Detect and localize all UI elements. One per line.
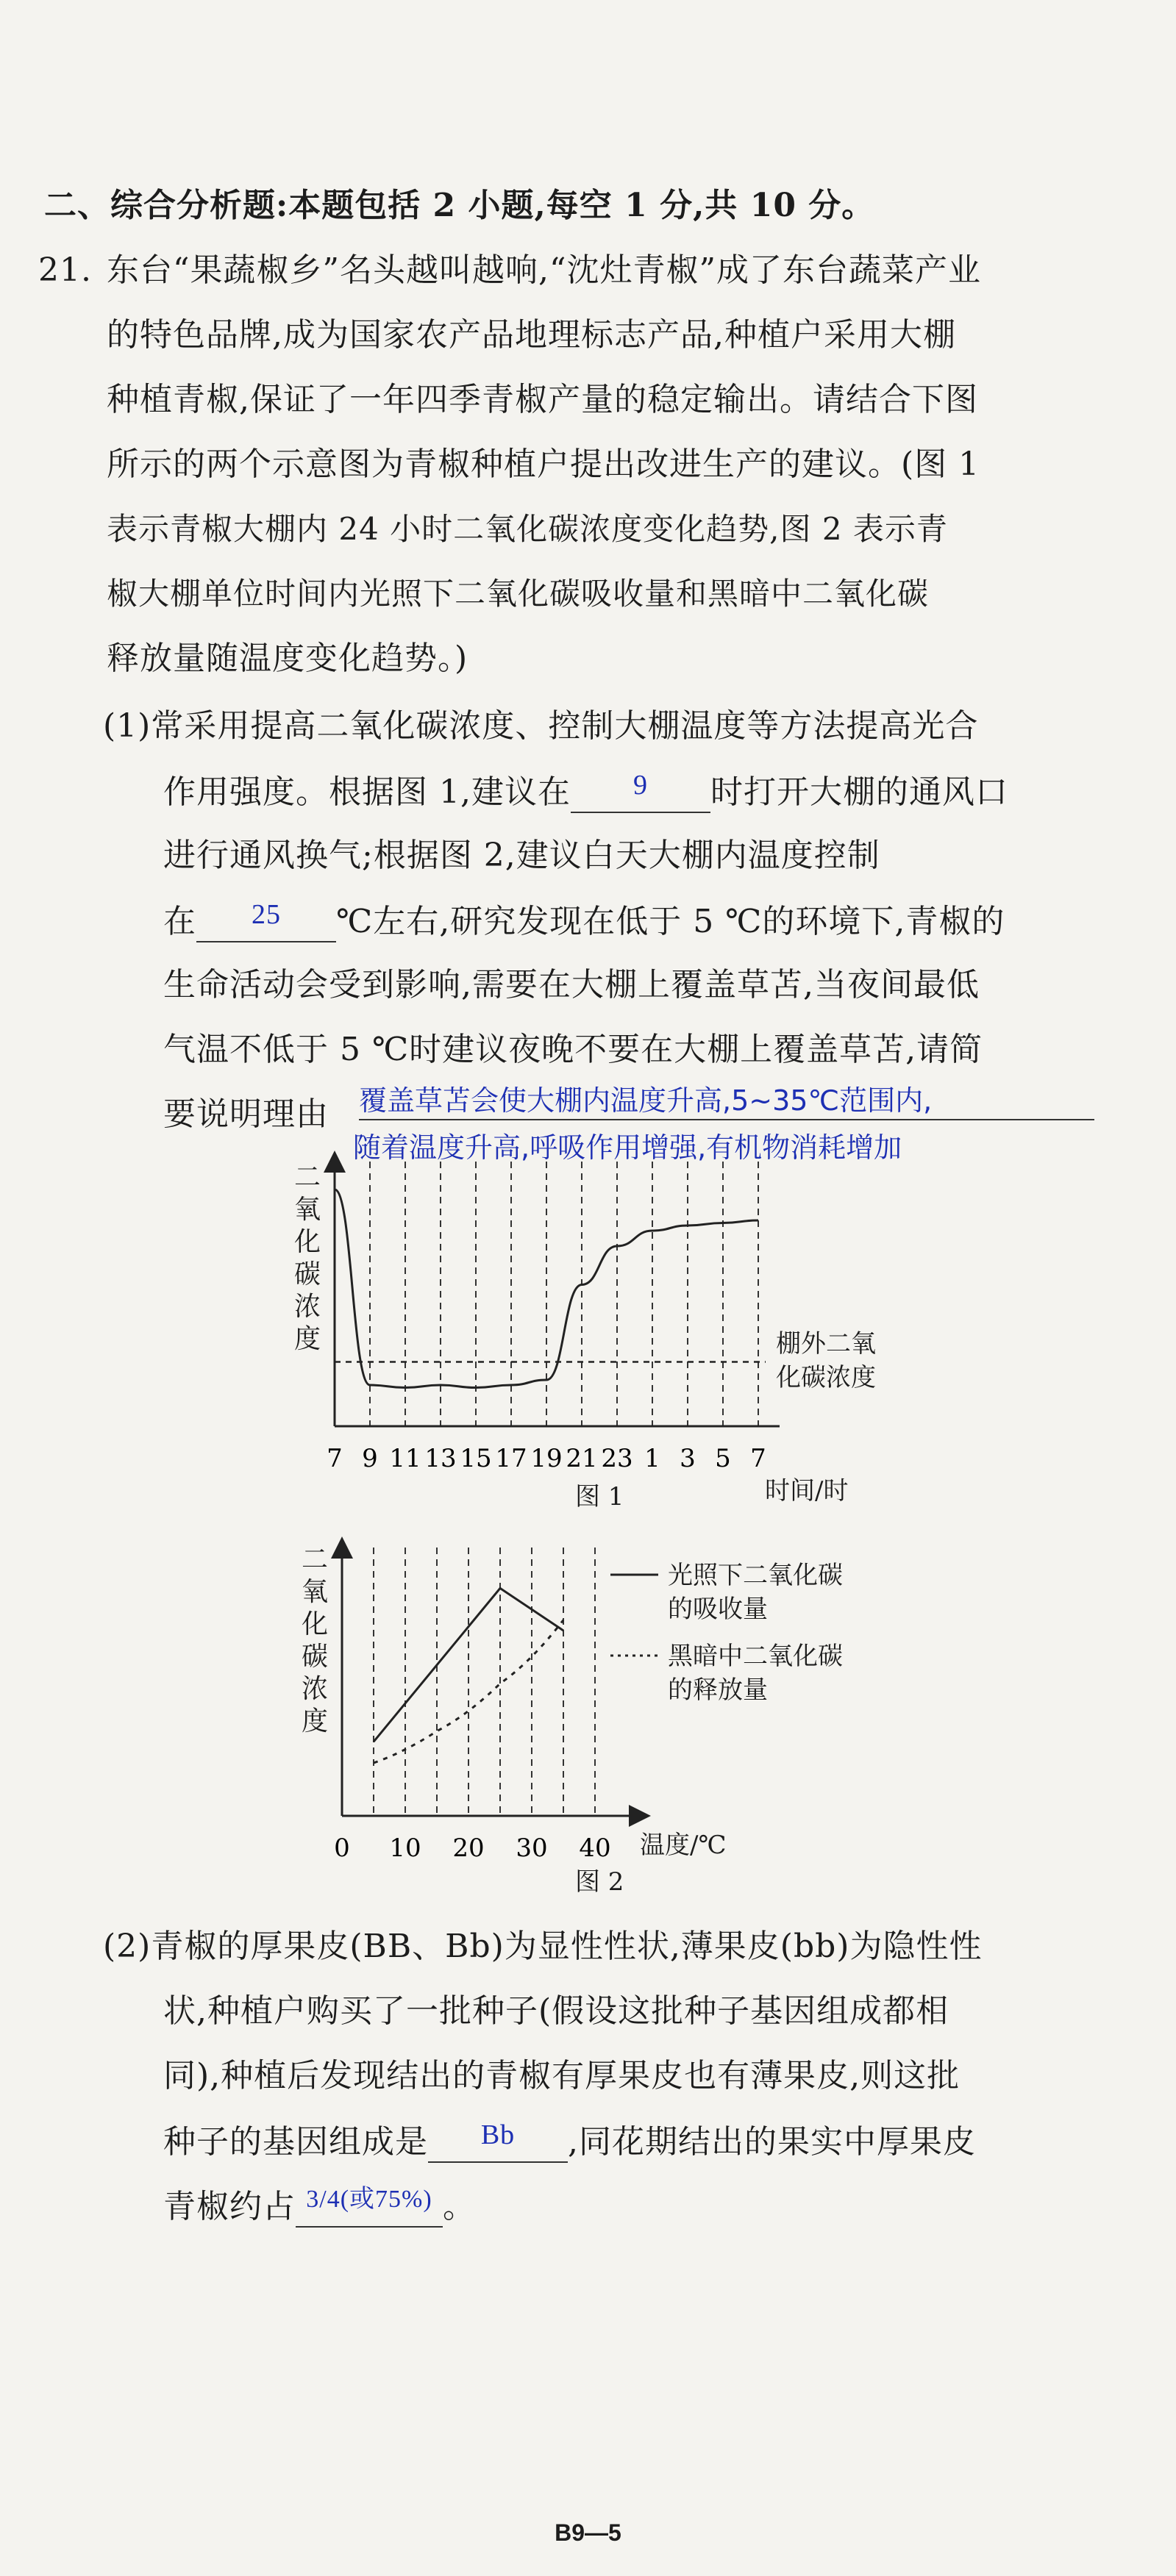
part1-line-2a: 作用强度。根据图 1,建议在 <box>163 773 571 811</box>
figure-1-tick-label: 7 <box>750 1444 766 1473</box>
section-heading: 二、综合分析题:本题包括 2 小题,每空 1 分,共 10 分。 <box>44 187 875 224</box>
figure-1-tick-label: 21 <box>566 1444 598 1473</box>
figure-1-caption: 图 1 <box>575 1482 624 1511</box>
figure-1-reference-label-2: 化碳浓度 <box>776 1363 876 1392</box>
part1-line-7: 要说明理由 <box>163 1095 329 1133</box>
figure-2-gridlines <box>374 1548 595 1816</box>
answer-blank-temp <box>196 900 336 942</box>
figure-2-tick-labels <box>334 1833 610 1863</box>
intro-line-7: 释放量随温度变化趋势。) <box>107 640 468 677</box>
part2-line-4a: 种子的基因组成是 <box>163 2123 428 2161</box>
figure-1-curve <box>335 1189 758 1388</box>
part2-line-5b: 。 <box>443 2188 476 2225</box>
part1-line-4a: 在 <box>163 903 196 940</box>
intro-line-3: 种植青椒,保证了一年四季青椒产量的稳定输出。请结合下图 <box>107 381 978 418</box>
intro-line-1: 东台“果蔬椒乡”名头越叫越响,“沈灶青椒”成了东台蔬菜产业 <box>107 251 981 289</box>
figure-2-tick-label: 0 <box>334 1833 350 1863</box>
part1-line-1: (1)常采用提高二氧化碳浓度、控制大棚温度等方法提高光合 <box>103 707 979 745</box>
figure-1-tick-label: 1 <box>644 1444 660 1473</box>
part2-line-5a: 青椒约占 <box>163 2188 296 2225</box>
figure-1-tick-label: 17 <box>495 1444 527 1473</box>
figure-1-tick-label: 13 <box>424 1444 457 1473</box>
figure-1-tick-labels <box>327 1444 766 1473</box>
answer-time: 9 <box>632 770 648 801</box>
page-footer: B9—5 <box>555 2519 621 2546</box>
intro-line-2: 的特色品牌,成为国家农产品地理标志产品,种植户采用大棚 <box>107 316 956 354</box>
figure-1-tick-label: 11 <box>389 1444 421 1473</box>
figure-2-ylabel: 二氧化碳浓度 <box>302 1545 329 1736</box>
part1-line-6: 气温不低于 5 ℃时建议夜晚不要在大棚上覆盖草苫,请简 <box>163 1031 983 1068</box>
part1-line-2b: 时打开大棚的通风口 <box>710 773 1008 811</box>
part1-line-2 <box>163 770 1008 813</box>
part1-line-5: 生命活动会受到影响,需要在大棚上覆盖草苫,当夜间最低 <box>163 966 980 1003</box>
intro-line-6: 椒大棚单位时间内光照下二氧化碳吸收量和黑暗中二氧化碳 <box>107 576 930 612</box>
part2-line-1: (2)青椒的厚果皮(BB、Bb)为显性性状,薄果皮(bb)为隐性性 <box>103 1928 983 1965</box>
figure-2-chart <box>294 1529 956 1882</box>
part1-line-3: 进行通风换气;根据图 2,建议白天大棚内温度控制 <box>163 837 880 874</box>
part1-line-4 <box>163 900 1005 942</box>
figure-1-tick-label: 23 <box>601 1444 633 1473</box>
figure-1-chart <box>279 1147 1015 1492</box>
figure-2-tick-label: 20 <box>452 1833 485 1863</box>
figure-1-reference-label <box>776 1327 876 1395</box>
figure-2-tick-label: 30 <box>516 1833 548 1863</box>
figure-2-xlabel: 温度/℃ <box>640 1831 727 1860</box>
figure-1-xlabel: 时间/时 <box>765 1476 849 1506</box>
figure-1-tick-label: 3 <box>680 1444 696 1473</box>
question-number: 21. <box>38 251 92 289</box>
answer-ratio: 3/4(或75%) <box>306 2186 432 2213</box>
answer-temp: 25 <box>252 899 281 930</box>
answer-reason-line-1: 覆盖草苫会使大棚内温度升高,5~35℃范围内, <box>359 1082 1094 1120</box>
part2-line-2: 状,种植户购买了一批种子(假设这批种子基因组成都相 <box>163 1992 949 2030</box>
figure-1-tick-label: 19 <box>530 1444 563 1473</box>
legend-dashed-label: 黑暗中二氧化碳 的释放量 <box>668 1642 843 1705</box>
answer-blank-time <box>571 770 710 813</box>
answer-blank-genotype <box>428 2120 568 2163</box>
intro-line-4: 所示的两个示意图为青椒种植户提出改进生产的建议。(图 1 <box>107 446 980 483</box>
figure-1-tick-label: 5 <box>715 1444 731 1473</box>
part1-line-4b: ℃左右,研究发现在低于 5 ℃的环境下,青椒的 <box>336 903 1005 940</box>
figure-2-tick-label: 40 <box>579 1833 611 1863</box>
part2-line-4 <box>163 2120 976 2163</box>
answer-reason-line-2: 随着温度升高,呼吸作用增强,有机物消耗增加 <box>353 1131 902 1164</box>
figure-1-tick-label: 15 <box>460 1444 492 1473</box>
intro-line-5: 表示青椒大棚内 24 小时二氧化碳浓度变化趋势,图 2 表示青 <box>107 511 948 547</box>
figure-1-tick-label: 9 <box>362 1444 378 1473</box>
figure-1-reference-label-1: 棚外二氧 <box>776 1329 876 1359</box>
answer-genotype: Bb <box>480 2119 516 2150</box>
part2-line-5 <box>163 2185 476 2228</box>
figure-2-tick-label: 10 <box>389 1833 421 1863</box>
figure-1-ylabel: 二氧化碳浓度 <box>294 1162 321 1354</box>
part2-line-4b: ,同花期结出的果实中厚果皮 <box>568 2123 976 2161</box>
legend-solid-label: 光照下二氧化碳 的吸收量 <box>668 1561 843 1624</box>
figure-2 <box>294 1529 956 1882</box>
answer-blank-ratio <box>296 2185 443 2228</box>
figure-1-tick-label: 7 <box>327 1444 343 1473</box>
figure-2-caption: 图 2 <box>575 1867 624 1897</box>
part2-line-3: 同),种植后发现结出的青椒有厚果皮也有薄果皮,则这批 <box>163 2057 961 2094</box>
